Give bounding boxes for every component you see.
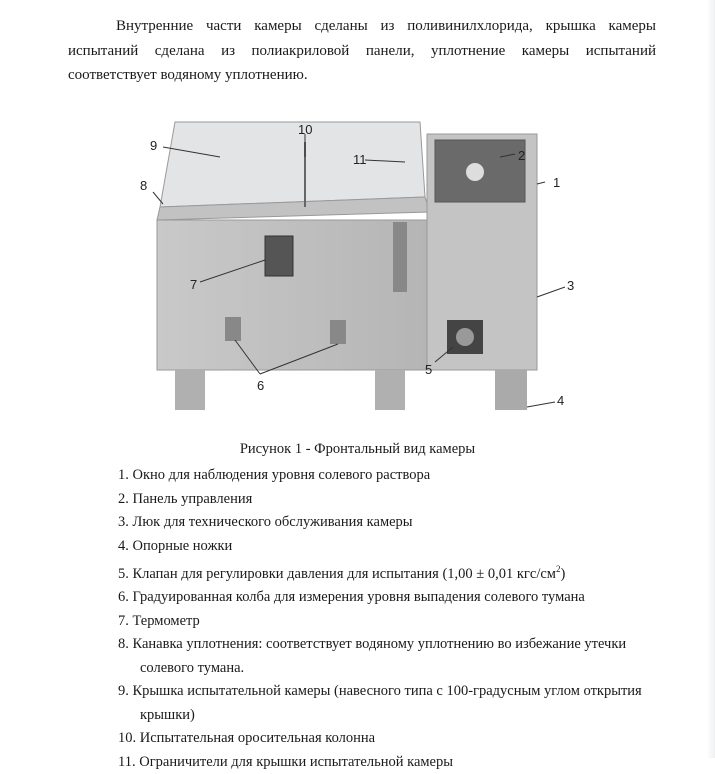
list-item: 6. Градуированная колба для измерения уровня выпадения солевого тумана [118, 589, 585, 606]
callout-5: 5 [425, 362, 433, 377]
callout-10: 10 [298, 122, 313, 137]
list-item: 4. Опорные ножки [118, 537, 233, 554]
callout-2: 2 [518, 148, 526, 163]
list-item: 9. Крышка испытательной камеры (навесного типа с 100-градусным углом открытия крышки) [118, 683, 642, 723]
thermometer-window [265, 236, 293, 276]
callout-11: 11 [353, 152, 367, 167]
figure-caption: Рисунок 1 - Фронтальный вид камеры [239, 441, 476, 457]
list-item: 1. Окно для наблюдения уровня солевого раствора [118, 467, 431, 483]
list-item: 7. Термометр [118, 612, 200, 629]
callout-3: 3 [567, 278, 575, 293]
lid [160, 122, 425, 207]
intro-paragraph: Внутренние части камеры сделаны из поливинилхлорида, крышка камеры испытаний сделана из полиакриловой панели, уплотнение камеры испытаний соответствует водяному уплотнению. [68, 18, 656, 83]
list-item: 10. Испытательная оросительная колонна [118, 730, 376, 747]
leg [495, 370, 527, 410]
callout-1: 1 [553, 175, 561, 190]
chamber-figure [135, 112, 585, 432]
callout-4: 4 [557, 393, 565, 408]
list-item: 2. Панель управления [118, 490, 253, 507]
callout-9: 9 [150, 138, 158, 153]
callout-8: 8 [140, 178, 148, 193]
list-item: 5. Клапан для регулировки давления для испытания (1,00 ± 0,01 кгс/$см^2$) [118, 564, 566, 582]
list-item: 3. Люк для технического обслуживания камеры [118, 514, 413, 530]
leg [375, 370, 405, 410]
leg [175, 370, 205, 410]
parts-list [118, 464, 678, 774]
callout-7: 7 [190, 277, 198, 292]
scan-edge [707, 0, 715, 758]
list-item: 8. Канавка уплотнения: соответствует водяному уплотнению во избежание утечки солевого тумана. [118, 636, 627, 676]
callout-6: 6 [257, 378, 265, 393]
list-item: 11. Ограничители для крышки испытательной камеры [118, 753, 453, 770]
